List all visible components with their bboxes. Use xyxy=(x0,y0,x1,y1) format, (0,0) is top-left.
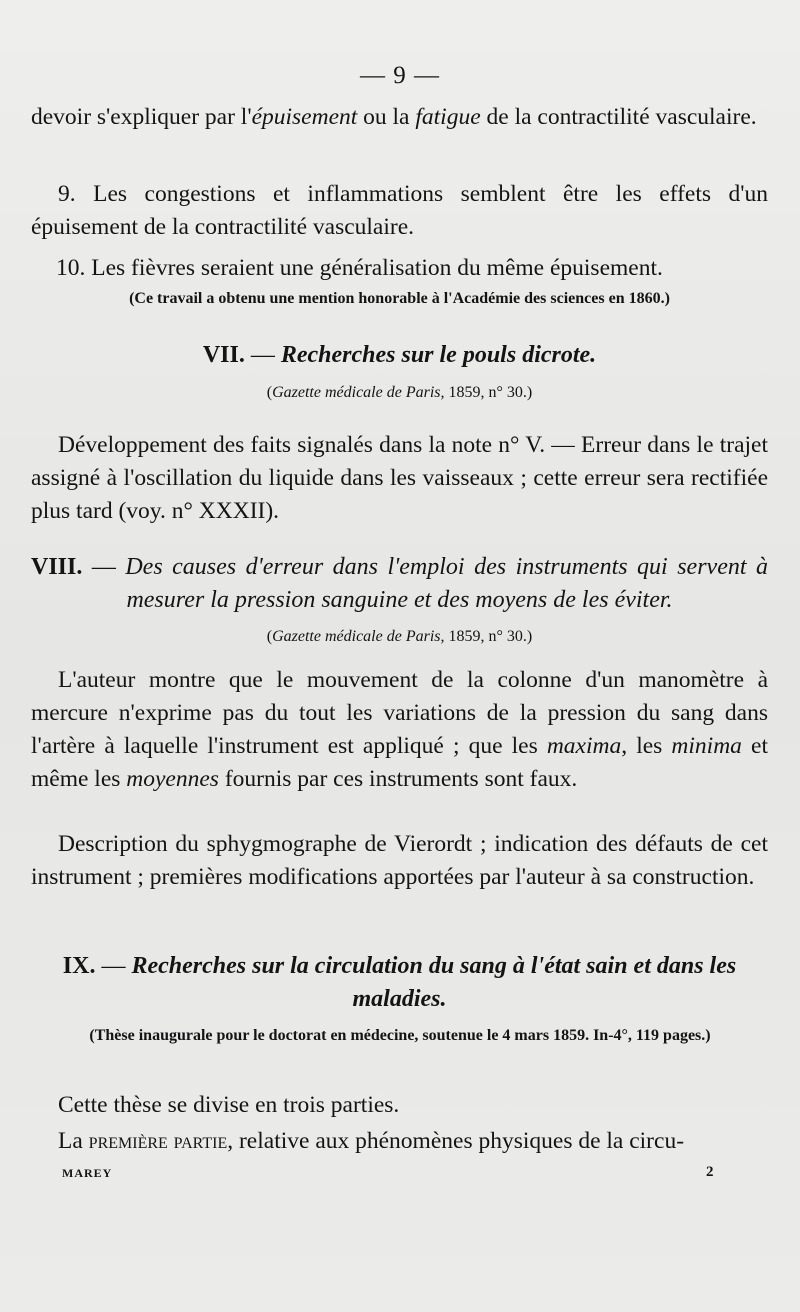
continued-paragraph xyxy=(31,101,768,134)
reference-details: 1859, n° 30.) xyxy=(444,384,533,401)
journal-name: Gazette médicale de Paris, xyxy=(272,384,445,401)
section-vii-body: Développement des faits signalés dans la note n° V. — Erreur dans le trajet assigné à l'oscillation du liquide dans les vaisseaux ; cette erreur sera rectifiée plus tard (voy. n° XXXII). xyxy=(31,432,768,524)
italic-run: moyennes xyxy=(126,766,219,792)
section-number: IX. xyxy=(62,953,96,979)
text-run: L'auteur montre que le mouvement de la colonne d'un manomètre à mercure n'exprime pas du tout les variations de la pression du sang dans l'artère à laquelle l'instrument est appliqué ; que les xyxy=(31,667,768,759)
section-ix-heading xyxy=(31,950,768,1016)
section-number: VIII. xyxy=(31,554,83,580)
italic-run: minima xyxy=(671,733,742,759)
text-run: fournis par ces instruments sont faux. xyxy=(218,766,578,792)
section-vii-heading xyxy=(31,339,768,372)
section-viii-heading xyxy=(31,551,768,617)
text-run: de la contractilité vasculaire. xyxy=(480,104,757,130)
academy-note: (Ce travail a obtenu une mention honorable à l'Académie des sciences en 1860.) xyxy=(129,290,670,307)
text-run: ou la xyxy=(357,104,416,130)
page-number: — 9 — xyxy=(360,62,440,89)
section-ix-note: (Thèse inaugurale pour le doctorat en médecine, soutenue le 4 mars 1859. In-4°, 119 pages.) xyxy=(89,1027,711,1044)
item-9: 9. Les congestions et inflammations semblent être les effets d'un épuisement de la contractilité vasculaire. xyxy=(31,181,768,240)
section-viii-reference: (Gazette médicale de Paris, 1859, n° 30.) xyxy=(266,628,533,645)
text-run: , relative aux phénomènes physiques de la circu- xyxy=(227,1128,685,1154)
sheet-number: 2 xyxy=(706,1164,714,1180)
text-run: devoir s'expliquer par l' xyxy=(31,104,252,130)
dash: — xyxy=(82,554,126,580)
italic-run: maxima xyxy=(546,733,622,759)
text-run: , les xyxy=(621,733,672,759)
section-viii-paragraph-1 xyxy=(31,664,768,796)
section-viii-paragraph-2: Description du sphygmographe de Vierordt ; indication des défauts de cet instrument ; premières modifications apportées par l'auteur à sa construction. xyxy=(31,831,768,890)
italic-run: fatigue xyxy=(415,104,481,130)
section-number: VII. xyxy=(202,342,245,368)
small-caps-run: première partie xyxy=(88,1128,228,1154)
section-title: Recherches sur la circulation du sang à l'état sain et dans les maladies. xyxy=(131,953,737,1012)
section-ix-paragraph-1: Cette thèse se divise en trois parties. xyxy=(58,1092,400,1118)
section-ix-paragraph-2 xyxy=(31,1125,768,1158)
section-title: Des causes d'erreur dans l'emploi des instruments qui servent à mesurer la pression sanguine et des moyens de les éviter. xyxy=(125,554,768,613)
item-10: 10. Les fièvres seraient une généralisation du même épuisement. xyxy=(56,255,663,281)
signature-mark: MAREY xyxy=(62,1166,113,1180)
dash: — xyxy=(95,953,132,979)
text-run: La xyxy=(58,1128,89,1154)
journal-name: Gazette médicale de Paris, xyxy=(272,628,445,645)
reference-details: 1859, n° 30.) xyxy=(444,628,533,645)
text-run: et même les xyxy=(31,733,768,792)
section-title: Recherches sur le pouls dicrote. xyxy=(280,342,597,368)
section-vii-reference: (Gazette médicale de Paris, 1859, n° 30.) xyxy=(266,384,533,401)
italic-run: épuisement xyxy=(251,104,358,130)
dash: — xyxy=(244,342,281,368)
